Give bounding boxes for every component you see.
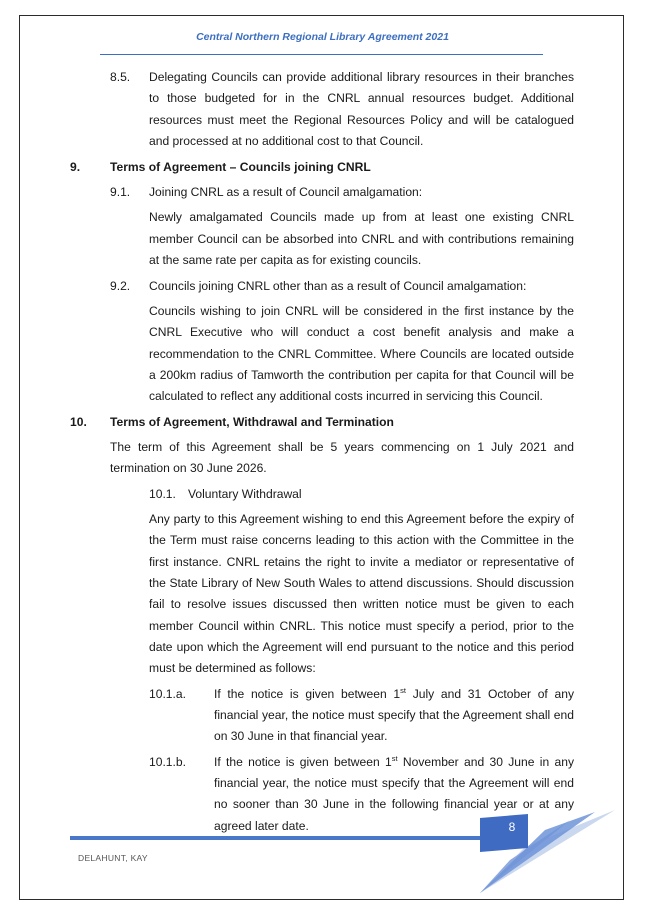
- section-9-number: 9.: [70, 160, 81, 174]
- header-title: Central Northern Regional Library Agreement 2021: [196, 31, 449, 43]
- clause-9-2-line-5: calculated to reflect any additional costs incurred in servicing this Council.: [149, 389, 543, 403]
- section-10-intro-line-1: The term of this Agreement shall be 5 years commencing on 1 July 2021 and: [110, 440, 574, 454]
- clause-10-1-line-5: fail to resolve issues discussed then written notice must be given to each: [149, 597, 574, 611]
- clause-9-1-line-1: Newly amalgamated Councils made up from at least one existing CNRL: [149, 210, 574, 224]
- clause-10-1-line-4: the State Library of New South Wales to attend discussions. Should discussion: [149, 576, 574, 590]
- clause-10-1-number: 10.1.: [149, 487, 176, 501]
- clause-10-1-b-line-4: agreed later date.: [214, 819, 309, 833]
- clause-10-1-a-line-1: If the notice is given between 1st July and 31 October of any: [214, 686, 574, 701]
- clause-9-2-line-1: Councils wishing to join CNRL will be considered in the first instance by the: [149, 304, 574, 318]
- clause-10-1-a-line-3: on 30 June in that financial year.: [214, 729, 388, 743]
- header-rule: [100, 54, 543, 55]
- clause-10-1-b-line-3: no sooner than 30 June in the following financial year or at any: [214, 797, 574, 811]
- clause-9-1-line-3: at the same rate per capita as for existing councils.: [149, 253, 422, 267]
- footer-author: DELAHUNT, KAY: [78, 853, 148, 863]
- clause-10-1-b-number: 10.1.b.: [149, 755, 186, 769]
- clause-10-1-b-line-2: financial year, the notice must specify that the Agreement will end: [214, 776, 574, 790]
- clause-9-2-line-2: CNRL Executive who will conduct a cost benefit analysis and make a: [149, 325, 574, 339]
- clause-10-1-line-2: the Term must raise concerns leading to this action with the Committee in the: [149, 533, 574, 547]
- clause-10-1-line-7: date upon which the Agreement will end pursuant to the notice and this period: [149, 640, 574, 654]
- clause-10-1-b-line-1: If the notice is given between 1st November and 30 June in any: [214, 754, 574, 769]
- clause-10-1-line-6: member Council within CNRL. This notice must specify a period, prior to the: [149, 619, 574, 633]
- section-10-intro-line-2: termination on 30 June 2026.: [110, 461, 267, 475]
- footer-bar: [70, 836, 490, 840]
- clause-10-1-line-3: first instance. CNRL retains the right to invite a mediator or representative of: [149, 555, 574, 569]
- section-10-heading: Terms of Agreement, Withdrawal and Termination: [110, 415, 394, 429]
- clause-9-1-line-2: member Council can be absorbed into CNRL and with contributions remaining: [149, 232, 574, 246]
- clause-9-2-line-3: recommendation to the CNRL Committee. Where Councils are located outside: [149, 347, 574, 361]
- clause-10-1-line-8: must be determined as follows:: [149, 661, 316, 675]
- clause-9-1-title: Joining CNRL as a result of Council amalgamation:: [149, 185, 423, 199]
- clause-8-5-line-2: to those budgeted for in the CNRL annual resources budget. Additional: [149, 91, 574, 105]
- clause-8-5-number: 8.5.: [110, 70, 131, 84]
- clause-8-5-line-1: Delegating Councils can provide additional library resources in their branches: [149, 70, 574, 84]
- clause-10-1-title: Voluntary Withdrawal: [188, 487, 302, 501]
- clause-9-2-title: Councils joining CNRL other than as a result of Council amalgamation:: [149, 279, 527, 293]
- clause-10-1-a-line-2: financial year, the notice must specify that the Agreement shall end: [214, 708, 574, 722]
- clause-8-5-line-4: and processed at no additional cost to that Council.: [149, 134, 424, 148]
- clause-8-5-line-3: resources must meet the Regional Resources Policy and will be catalogued: [149, 113, 574, 127]
- clause-10-1-line-1: Any party to this Agreement wishing to end this Agreement before the expiry of: [149, 512, 574, 526]
- clause-10-1-a-number: 10.1.a.: [149, 687, 186, 701]
- page-number: 8: [508, 820, 516, 834]
- section-10-number: 10.: [70, 415, 87, 429]
- footer-corner-decoration: [470, 800, 620, 900]
- clause-9-1-number: 9.1.: [110, 185, 131, 199]
- section-9-heading: Terms of Agreement – Councils joining CNRL: [110, 160, 371, 174]
- clause-9-2-line-4: a 200km radius of Tamworth the contribution per capita for that Council will be: [149, 368, 574, 382]
- clause-9-2-number: 9.2.: [110, 279, 131, 293]
